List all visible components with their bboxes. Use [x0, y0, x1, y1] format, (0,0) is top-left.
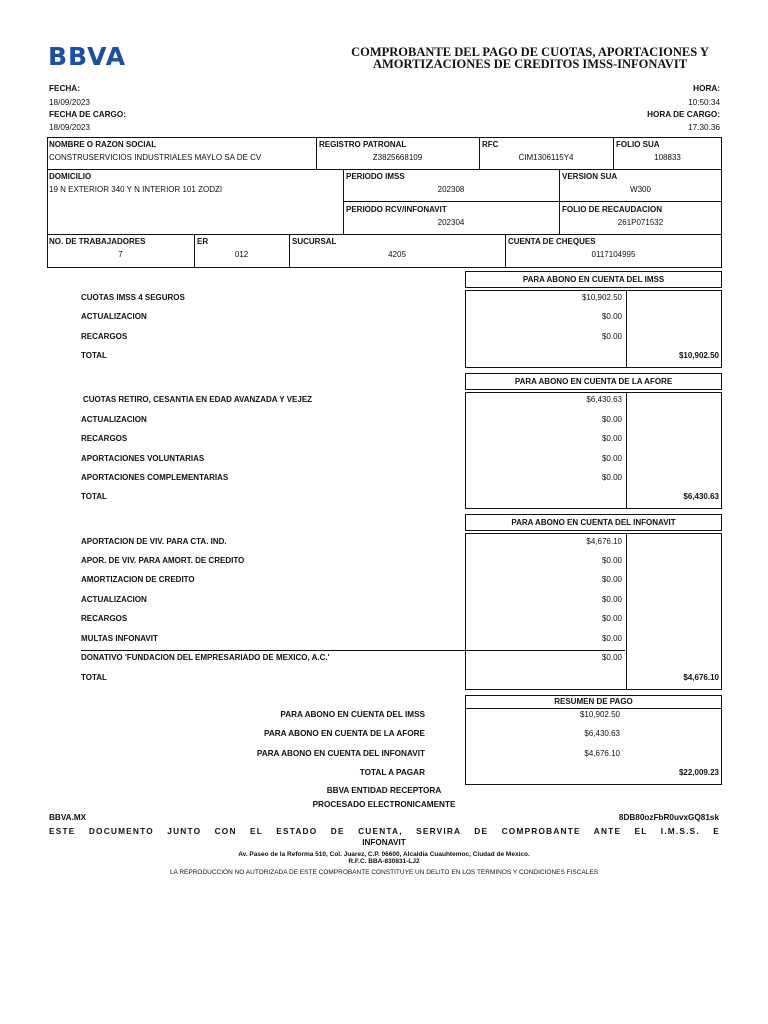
infonavit-row-amount: $0.00: [601, 634, 622, 643]
registro-label: REGISTRO PATRONAL: [319, 140, 407, 149]
domicilio-label: DOMICILIO: [49, 172, 92, 181]
infonavit-header: PARA ABONO EN CUENTA DEL INFONAVIT: [465, 514, 722, 531]
infonavit-row-label: APOR. DE VIV. PARA AMORT. DE CREDITO: [81, 556, 245, 565]
afore-row-label: CUOTAS RETIRO, CESANTIA EN EDAD AVANZADA Y VEJEZ: [83, 395, 313, 404]
afore-header: PARA ABONO EN CUENTA DE LA AFORE: [465, 373, 722, 390]
legal-statement-continued: INFONAVIT: [362, 838, 406, 847]
infonavit-row-amount: $0.00: [601, 614, 622, 623]
afore-row-label: RECARGOS: [81, 434, 128, 443]
infonavit-row-label: APORTACION DE VIV. PARA CTA. IND.: [81, 537, 227, 546]
infonavit-row-amount: $0.00: [601, 575, 622, 584]
title-line-2: AMORTIZACIONES DE CREDITOS IMSS-INFONAVIT: [372, 57, 688, 71]
folio-sua-value: 108833: [654, 153, 681, 162]
hora-cargo-label: HORA DE CARGO:: [647, 110, 720, 119]
infonavit-row-amount: $0.00: [601, 595, 622, 604]
cheques-label: CUENTA DE CHEQUES: [508, 237, 596, 246]
hora-cargo-value: 17.30.36: [688, 123, 720, 132]
infonavit-row-amount: $0.00: [601, 556, 622, 565]
trabajadores-label: NO. DE TRABAJADORES: [49, 237, 146, 246]
folio-recaudacion-value: 261P071532: [617, 218, 664, 227]
version-sua-value: W300: [630, 185, 651, 194]
imss-row-amount: $10,902.50: [581, 293, 622, 302]
hora-label: HORA:: [693, 84, 720, 93]
periodo-rcv-value: 202304: [437, 218, 465, 227]
resumen-row-label: PARA ABONO EN CUENTA DEL INFONAVIT: [256, 749, 425, 758]
bank-rfc: R.F.C. BBA-830831-LJ2: [348, 858, 420, 865]
donativo-separator: [81, 650, 625, 651]
resumen-row-amount: $4,676.10: [584, 749, 620, 758]
periodo-imss-value: 202308: [437, 185, 465, 194]
resumen-row-amount: $10,902.50: [579, 710, 620, 719]
procesado-electronicamente: PROCESADO ELECTRONICAMENTE: [312, 800, 456, 809]
nombre-label: NOMBRE O RAZON SOCIAL: [49, 140, 157, 149]
infonavit-total-label: TOTAL: [81, 673, 107, 682]
resumen-row-label: PARA ABONO EN CUENTA DE LA AFORE: [263, 729, 425, 738]
fecha-label: FECHA:: [49, 84, 80, 93]
folio-recaudacion-label: FOLIO DE RECAUDACION: [562, 205, 662, 214]
cheques-value: 0117104995: [591, 250, 636, 259]
registro-value: Z3825668109: [372, 153, 423, 162]
document-title: [300, 46, 760, 70]
resumen-header: RESUMEN DE PAGO: [465, 695, 722, 709]
infonavit-total-amount: $4,676.10: [683, 673, 719, 682]
infonavit-row-amount: $0.00: [601, 653, 622, 662]
fecha-value: 18/09/2023: [49, 98, 90, 107]
nombre-value: CONSTRUSERVICIOS INDUSTRIALES MAYLO SA DE CV: [49, 153, 262, 162]
afore-row-label: ACTUALIZACION: [81, 415, 147, 424]
infonavit-row-label: MULTAS INFONAVIT: [81, 634, 158, 643]
resumen-total-label: TOTAL A PAGAR: [359, 768, 425, 777]
periodo-rcv-label: PERIODO RCV/INFONAVIT: [346, 205, 447, 214]
resumen-row-amount: $6,430.63: [584, 729, 620, 738]
resumen-total-amount: $22,009.23: [678, 768, 719, 777]
afore-row-amount: $0.00: [601, 454, 622, 463]
legal-statement: ESTE DOCUMENTO JUNTO CON EL ESTADO DE CUENTA, SERVIRA DE COMPROBANTE ANTE EL I.M.S.S. E: [49, 826, 720, 836]
afore-total-amount: $6,430.63: [683, 492, 719, 501]
imss-row-label: CUOTAS IMSS 4 SEGUROS: [81, 293, 185, 302]
afore-row-amount: $0.00: [601, 434, 622, 443]
entidad-receptora: BBVA ENTIDAD RECEPTORA: [326, 786, 442, 795]
er-label: ER: [197, 237, 209, 246]
afore-row-amount: $0.00: [601, 415, 622, 424]
infonavit-row-label: DONATIVO 'FUNDACION DEL EMPRESARIADO DE MEXICO, A.C.': [81, 653, 330, 662]
domicilio-value: 19 N EXTERIOR 340 Y N INTERIOR 101 ZODZI: [49, 185, 223, 194]
imss-row-label: ACTUALIZACION: [81, 312, 147, 321]
resumen-row-label: PARA ABONO EN CUENTA DEL IMSS: [280, 710, 425, 719]
verification-code: 8DB80ozFbR0uvxGQ81sk: [618, 813, 719, 822]
afore-total-label: TOTAL: [81, 492, 107, 501]
fecha-cargo-value: 18/09/2023: [49, 123, 90, 132]
infonavit-row-label: AMORTIZACION DE CREDITO: [81, 575, 195, 584]
imss-total-label: TOTAL: [81, 351, 107, 360]
sucursal-value: 4205: [388, 250, 406, 259]
sucursal-label: SUCURSAL: [292, 237, 337, 246]
periodo-imss-label: PERIODO IMSS: [346, 172, 405, 181]
infonavit-row-amount: $4,676.10: [586, 537, 622, 546]
er-value: 012: [234, 250, 249, 259]
infonavit-row-label: RECARGOS: [81, 614, 128, 623]
bank-address: Av. Paseo de la Reforma 510, Col. Juarez, C.P. 06600, Alcaldia Cuauhtemoc, Ciudad de Mexico.: [238, 851, 530, 858]
version-sua-label: VERSION SUA: [562, 172, 618, 181]
folio-sua-label: FOLIO SUA: [616, 140, 660, 149]
reproduction-notice: LA REPRODUCCION NO AUTORIZADA DE ESTE COMPROBANTE CONSTITUYE UN DELITO EN LOS TERMINOS Y CONDICIONES FISCALES: [169, 869, 599, 876]
afore-row-amount: $6,430.63: [586, 395, 622, 404]
imss-header: PARA ABONO EN CUENTA DEL IMSS: [465, 271, 722, 288]
infonavit-amounts-box: [465, 533, 722, 690]
afore-row-amount: $0.00: [601, 473, 622, 482]
imss-row-label: RECARGOS: [81, 332, 128, 341]
imss-row-amount: $0.00: [601, 312, 622, 321]
imss-total-amount: $10,902.50: [678, 351, 719, 360]
title-line-1: COMPROBANTE DEL PAGO DE CUOTAS, APORTACIONES Y: [351, 45, 709, 59]
afore-row-label: APORTACIONES COMPLEMENTARIAS: [81, 473, 229, 482]
bbva-site: BBVA.MX: [49, 813, 87, 822]
afore-row-label: APORTACIONES VOLUNTARIAS: [81, 454, 205, 463]
fecha-cargo-label: FECHA DE CARGO:: [49, 110, 127, 119]
rfc-value: CIM1306115Y4: [518, 153, 574, 162]
rfc-label: RFC: [482, 140, 499, 149]
imss-row-amount: $0.00: [601, 332, 622, 341]
infonavit-row-label: ACTUALIZACION: [81, 595, 147, 604]
hora-value: 10:50:34: [688, 98, 720, 107]
bbva-logo: BBVA: [48, 42, 127, 71]
trabajadores-value: 7: [118, 250, 123, 259]
